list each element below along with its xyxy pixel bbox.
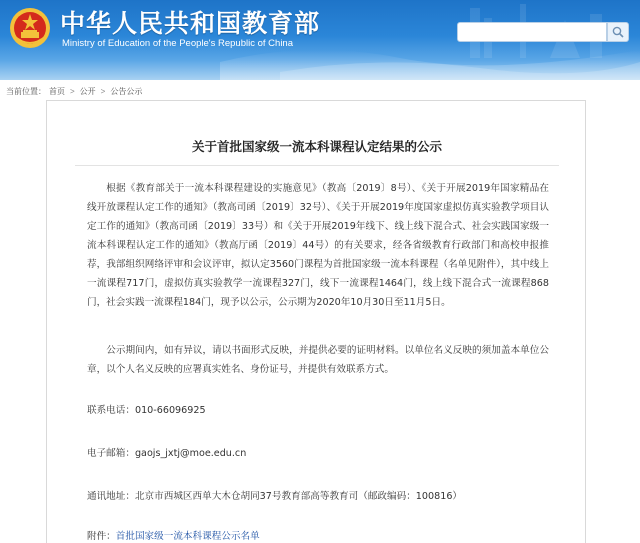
contact-email [87,447,246,461]
search-input[interactable] [457,22,607,42]
attachment-link[interactable]: 首批国家级一流本科课程公示名单 [115,531,260,542]
attachment [87,530,260,543]
breadcrumb-public[interactable]: 公开 [79,86,96,96]
attachment-label: 附件： [87,531,116,542]
breadcrumb-separator: > [100,86,106,96]
breadcrumb-announcements[interactable]: 公告公示 [110,86,143,96]
article-paragraph-2: 公示期间内，如有异议，请以书面形式反映，并提供必要的证明材料。以单位名义反映的须加盖本单位公章，以个人名义反映的应署真实姓名、身份证号，并提供有效联系方式。 [87,345,549,375]
email-value: gaojs_jxtj@moe.edu.cn [134,448,247,459]
phone-label: 联系电话： [87,405,135,416]
contact-address [87,490,462,504]
address-label: 通讯地址： [87,491,135,502]
site-title[interactable]: 中华人民共和国教育部 [60,9,321,38]
title-divider [75,165,559,166]
article-paragraph-1: 根据《教育部关于一流本科课程建设的实施意见》（教高〔2019〕8号）、《关于开展2019年国家精品在线开放课程认定工作的通知》（教高司函〔2019〕32号）、《关于开展2019年度国家虚拟仿真实验教学项目认定工作的通知》（教高司函〔2019〕33号）和《关于开展2019年线下、线上线下混合式、社会实践国家级一流本科课程认定工作的通知》（教高厅函〔2019〕44号）的有关要求，经各省级教育行政部门和高校申报推荐，我部组织网络评审和会议评审，拟认定3560门课程为首批国家级一流本科课程（名单见附件），其中线上一流课程717门，虚拟仿真实验教学一流课程327门，线下一流课程1464门，线上线下混合式一流课程868门，社会实践一流课程184门，现予以公示，公示期为2020年10月30日至11月5日。 [87,183,549,308]
breadcrumb-home[interactable]: 首页 [49,86,65,96]
site-subtitle: Ministry of Education of the People's Republic of China [62,38,293,49]
breadcrumb-prefix: 当前位置： [6,86,46,96]
breadcrumb-separator: > [70,86,75,96]
search-icon [612,26,624,38]
article-card [46,100,586,543]
site-header [0,0,640,80]
contact-phone [87,404,206,418]
national-emblem-icon [8,6,52,50]
phone-value: 010-66096925 [134,405,206,416]
search-button[interactable] [607,22,629,42]
email-label: 电子邮箱： [87,448,135,459]
breadcrumb [6,84,142,98]
article-title: 关于首批国家级一流本科课程认定结果的公示 [191,139,442,154]
address-value: 北京市西城区西单大木仓胡同37号教育部高等教育司（邮政编码：100816） [134,491,463,502]
